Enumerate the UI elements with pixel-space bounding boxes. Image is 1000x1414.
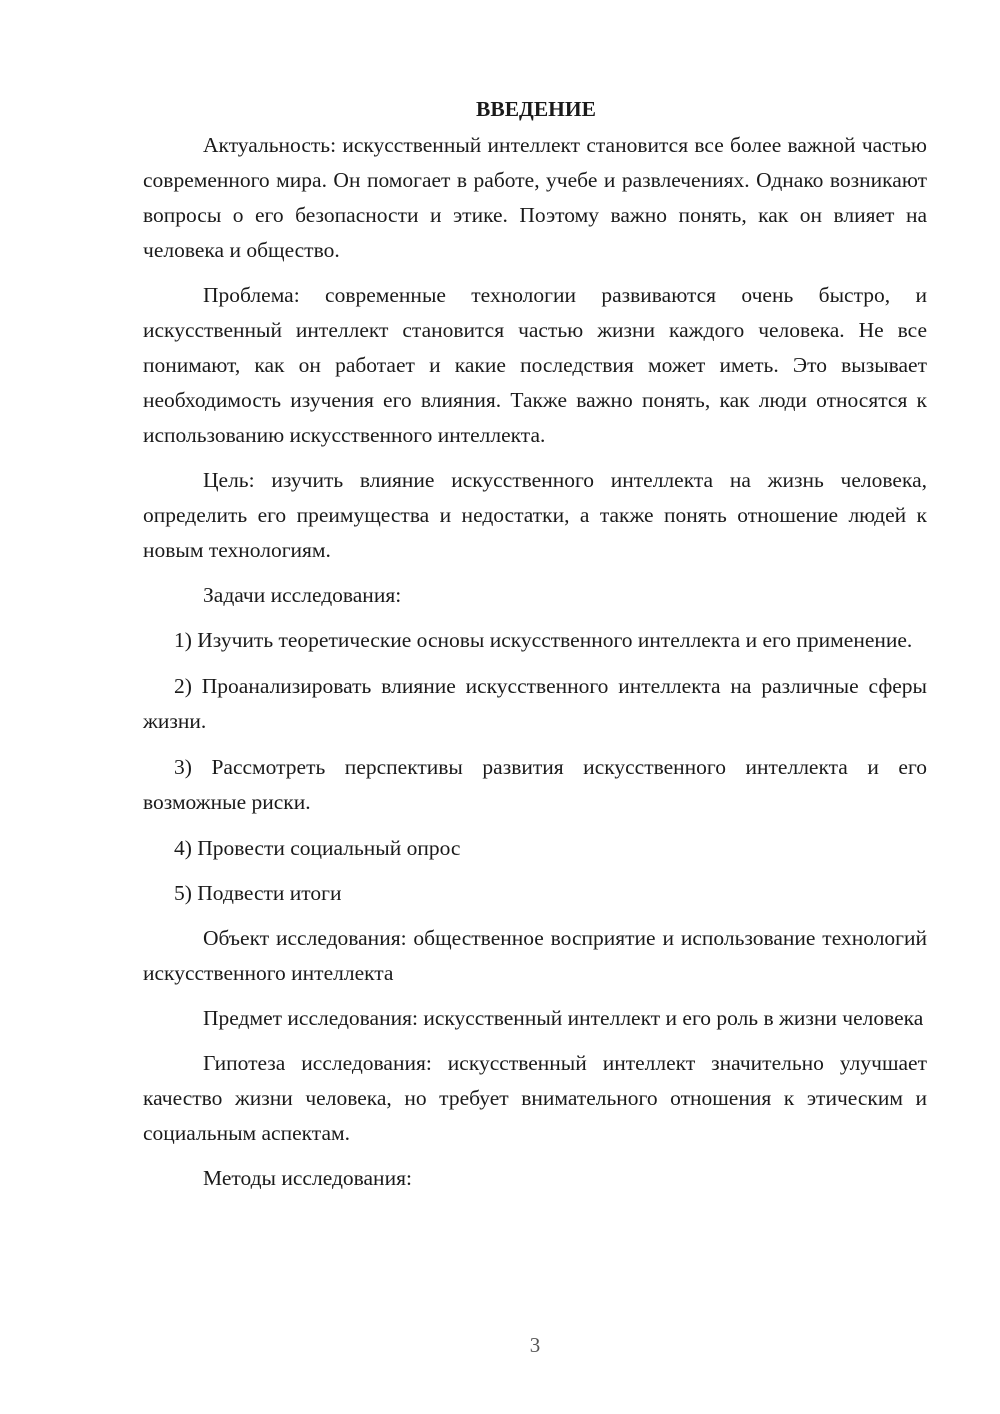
task-item-1: 1) Изучить теоретические основы искусственного интеллекта и его применение.: [174, 628, 913, 652]
paragraph-object: Объект исследования: общественное восприятие и использование технологий искусственного интеллекта: [143, 926, 927, 985]
task-item-4: 4) Провести социальный опрос: [174, 836, 461, 860]
task-item-2: 2) Проанализировать влияние искусственного интеллекта на различные сферы жизни.: [143, 674, 927, 733]
paragraph-methods: Методы исследования:: [203, 1166, 412, 1190]
paragraph-goal: Цель: изучить влияние искусственного интеллекта на жизнь человека, определить его преимущества и недостатки, а также понять отношение людей к новым технологиям.: [143, 468, 927, 562]
paragraph-problem: Проблема: современные технологии развиваются очень быстро, и искусственный интеллект становится частью жизни каждого человека. Не все понимают, как он работает и какие последствия может иметь. Это вызывает необходимость изучения его влияния. Также важно понять, как люди относятся к использованию искусственного интеллекта.: [143, 283, 927, 447]
task-item-3: 3) Рассмотреть перспективы развития искусственного интеллекта и его возможные риски.: [143, 755, 927, 814]
section-title: ВВЕДЕНИЕ: [476, 97, 596, 121]
page-number: 3: [529, 1333, 541, 1357]
paragraph-hypothesis: Гипотеза исследования: искусственный интеллект значительно улучшает качество жизни человека, но требует внимательного отношения к этическим и социальным аспектам.: [143, 1051, 927, 1145]
paragraph-subject: Предмет исследования: искусственный интеллект и его роль в жизни человека: [203, 1006, 924, 1030]
paragraph-tasks-heading: Задачи исследования:: [203, 583, 402, 607]
paragraph-relevance: Актуальность: искусственный интеллект становится все более важной частью современного мира. Он помогает в работе, учебе и развлечениях. Однако возникают вопросы о его безопасности и этике. Поэтому важно понять, как он влияет на человека и общество.: [143, 133, 927, 262]
task-item-5: 5) Подвести итоги: [174, 881, 342, 905]
document-page: [143, 92, 927, 1196]
